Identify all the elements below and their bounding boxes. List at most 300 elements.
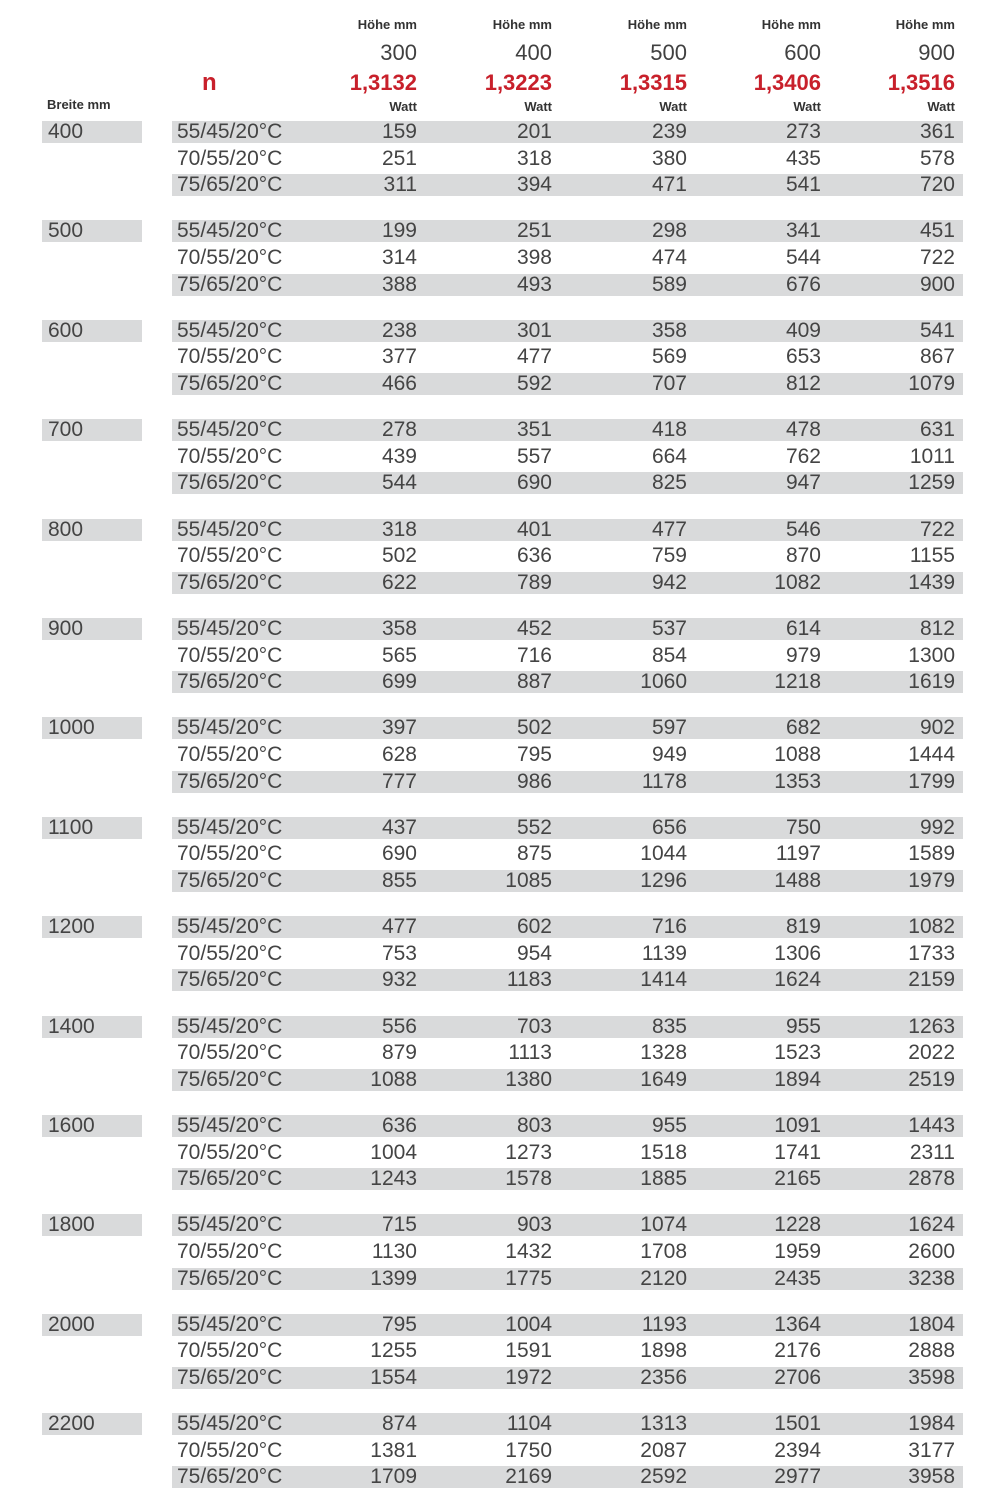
watt-value: 1898 <box>640 1339 687 1362</box>
watt-value: 1624 <box>774 968 821 991</box>
watt-value: 614 <box>785 617 821 640</box>
watt-value: 1313 <box>640 1412 687 1435</box>
watt-value: 682 <box>785 716 821 739</box>
breite-value: 1400 <box>48 1015 95 1038</box>
breite-value: 600 <box>48 319 84 342</box>
watt-value: 502 <box>516 716 552 739</box>
watt-value: 1414 <box>640 968 687 991</box>
temperature-condition: 70/55/20°C <box>177 842 283 865</box>
watt-value: 238 <box>381 319 417 342</box>
breite-value: 400 <box>48 120 84 143</box>
watt-value: 777 <box>381 770 417 793</box>
breite-value: 2000 <box>48 1313 95 1336</box>
breite-mm-label: Breite mm <box>47 97 111 112</box>
watt-value: 992 <box>919 816 955 839</box>
table-row <box>0 968 1005 992</box>
column-height-value: 600 <box>784 40 821 65</box>
temperature-condition: 70/55/20°C <box>177 942 283 965</box>
watt-value: 1113 <box>508 1041 552 1064</box>
watt-value: 2600 <box>908 1240 955 1263</box>
watt-value: 656 <box>651 816 687 839</box>
watt-value: 979 <box>785 644 821 667</box>
watt-value: 397 <box>381 716 417 739</box>
watt-value: 602 <box>516 915 552 938</box>
watt-value: 3238 <box>908 1267 955 1290</box>
watt-value: 451 <box>919 219 955 242</box>
watt-value: 2165 <box>774 1167 821 1190</box>
watt-value: 986 <box>516 770 552 793</box>
watt-value: 273 <box>785 120 821 143</box>
column-n-exponent: 1,3406 <box>753 70 821 95</box>
temperature-condition: 75/65/20°C <box>177 571 283 594</box>
table-row <box>0 670 1005 694</box>
watt-value: 278 <box>381 418 417 441</box>
column-n-exponent: 1,3223 <box>484 70 552 95</box>
watt-value: 1443 <box>908 1114 955 1137</box>
temperature-condition: 75/65/20°C <box>177 770 283 793</box>
watt-value: 902 <box>919 716 955 739</box>
watt-value: 1300 <box>908 644 955 667</box>
watt-value: 1088 <box>370 1068 417 1091</box>
watt-value: 1296 <box>640 869 687 892</box>
watt-value: 159 <box>381 120 417 143</box>
watt-value: 546 <box>785 518 821 541</box>
temperature-condition: 55/45/20°C <box>177 1213 283 1236</box>
watt-value: 1578 <box>505 1167 552 1190</box>
table-row <box>0 770 1005 794</box>
watt-value: 1082 <box>774 571 821 594</box>
watt-value: 380 <box>651 147 687 170</box>
watt-value: 1804 <box>908 1313 955 1336</box>
table-row <box>0 418 1005 442</box>
watt-value: 502 <box>381 544 417 567</box>
watt-value: 1178 <box>641 770 687 793</box>
watt-value: 716 <box>651 915 687 938</box>
temperature-condition: 55/45/20°C <box>177 1313 283 1336</box>
temperature-condition: 75/65/20°C <box>177 670 283 693</box>
table-row <box>0 716 1005 740</box>
column-n-exponent: 1,3516 <box>887 70 955 95</box>
watt-value: 251 <box>381 147 417 170</box>
table-row <box>0 1339 1005 1363</box>
watt-value: 589 <box>651 273 687 296</box>
watt-value: 1979 <box>908 869 955 892</box>
watt-value: 2087 <box>640 1439 687 1462</box>
breite-value: 1000 <box>48 716 95 739</box>
watt-value: 2169 <box>505 1465 552 1488</box>
watt-value: 1364 <box>774 1313 821 1336</box>
watt-value: 2022 <box>908 1041 955 1064</box>
watt-value: 311 <box>383 173 417 196</box>
breite-value: 500 <box>48 219 84 242</box>
watt-value: 1255 <box>370 1339 417 1362</box>
table-row <box>0 1313 1005 1337</box>
temperature-condition: 70/55/20°C <box>177 1141 283 1164</box>
watt-value: 854 <box>651 644 687 667</box>
watt-value: 318 <box>516 147 552 170</box>
watt-value: 870 <box>785 544 821 567</box>
watt-value: 1060 <box>640 670 687 693</box>
temperature-condition: 70/55/20°C <box>177 147 283 170</box>
watt-value: 251 <box>516 219 552 242</box>
watt-value: 1091 <box>774 1114 821 1137</box>
watt-value: 1079 <box>908 372 955 395</box>
column-hoehe-label: Höhe mm <box>895 17 955 32</box>
table-row <box>0 942 1005 966</box>
temperature-condition: 55/45/20°C <box>177 518 283 541</box>
watt-value: 377 <box>381 345 417 368</box>
column-watt-label: Watt <box>389 99 417 114</box>
watt-value: 1399 <box>370 1267 417 1290</box>
watt-value: 1183 <box>506 968 552 991</box>
watt-value: 201 <box>516 120 552 143</box>
watt-value: 676 <box>785 273 821 296</box>
temperature-condition: 55/45/20°C <box>177 1412 283 1435</box>
column-hoehe-label: Höhe mm <box>357 17 417 32</box>
table-row <box>0 1015 1005 1039</box>
temperature-condition: 55/45/20°C <box>177 716 283 739</box>
watt-value: 552 <box>516 816 552 839</box>
temperature-condition: 70/55/20°C <box>177 544 283 567</box>
watt-value: 452 <box>516 617 552 640</box>
watt-value: 707 <box>651 372 687 395</box>
watt-value: 1972 <box>505 1366 552 1389</box>
column-height-value: 300 <box>380 40 417 65</box>
watt-value: 537 <box>651 617 687 640</box>
table-row <box>0 372 1005 396</box>
temperature-condition: 75/65/20°C <box>177 1465 283 1488</box>
watt-value: 474 <box>651 246 687 269</box>
watt-value: 631 <box>919 418 955 441</box>
column-hoehe-label: Höhe mm <box>761 17 821 32</box>
watt-value: 875 <box>516 842 552 865</box>
temperature-condition: 75/65/20°C <box>177 1267 283 1290</box>
watt-value: 1044 <box>640 842 687 865</box>
watt-value: 1959 <box>774 1240 821 1263</box>
watt-value: 699 <box>381 670 417 693</box>
table-row <box>0 445 1005 469</box>
watt-value: 1259 <box>908 471 955 494</box>
watt-value: 199 <box>381 219 417 242</box>
watt-value: 1799 <box>908 770 955 793</box>
watt-value: 418 <box>651 418 687 441</box>
watt-value: 819 <box>785 915 821 938</box>
temperature-condition: 55/45/20°C <box>177 120 283 143</box>
column-height-value: 900 <box>918 40 955 65</box>
watt-value: 1649 <box>640 1068 687 1091</box>
watt-value: 1733 <box>908 942 955 965</box>
watt-value: 1328 <box>640 1041 687 1064</box>
watt-value: 900 <box>919 273 955 296</box>
table-row <box>0 1240 1005 1264</box>
watt-value: 622 <box>381 571 417 594</box>
watt-value: 2159 <box>908 968 955 991</box>
column-n-exponent: 1,3132 <box>349 70 417 95</box>
watt-value: 690 <box>516 471 552 494</box>
watt-value: 597 <box>651 716 687 739</box>
watt-value: 1501 <box>774 1412 821 1435</box>
watt-value: 874 <box>381 1412 417 1435</box>
watt-value: 1139 <box>641 942 687 965</box>
watt-value: 401 <box>516 518 552 541</box>
watt-value: 477 <box>381 915 417 938</box>
watt-value: 2435 <box>774 1267 821 1290</box>
watt-value: 1085 <box>505 869 552 892</box>
watt-value: 855 <box>381 869 417 892</box>
watt-value: 2878 <box>908 1167 955 1190</box>
watt-value: 1218 <box>774 670 821 693</box>
temperature-condition: 70/55/20°C <box>177 1240 283 1263</box>
table-row <box>0 147 1005 171</box>
temperature-condition: 70/55/20°C <box>177 743 283 766</box>
table-row <box>0 471 1005 495</box>
column-hoehe-label: Höhe mm <box>627 17 687 32</box>
watt-value: 795 <box>381 1313 417 1336</box>
breite-value: 1800 <box>48 1213 95 1236</box>
watt-value: 903 <box>516 1213 552 1236</box>
temperature-condition: 70/55/20°C <box>177 1339 283 1362</box>
watt-value: 720 <box>919 173 955 196</box>
watt-value: 789 <box>516 571 552 594</box>
watt-value: 1381 <box>370 1439 417 1462</box>
watt-value: 1444 <box>908 743 955 766</box>
watt-value: 867 <box>919 345 955 368</box>
watt-value: 478 <box>785 418 821 441</box>
table-row <box>0 273 1005 297</box>
watt-value: 477 <box>516 345 552 368</box>
temperature-condition: 75/65/20°C <box>177 1068 283 1091</box>
watt-value: 3598 <box>908 1366 955 1389</box>
watt-value: 2120 <box>640 1267 687 1290</box>
temperature-condition: 75/65/20°C <box>177 471 283 494</box>
watt-value: 3958 <box>908 1465 955 1488</box>
temperature-condition: 70/55/20°C <box>177 1041 283 1064</box>
watt-value: 825 <box>651 471 687 494</box>
watt-value: 722 <box>919 518 955 541</box>
watt-value: 664 <box>651 445 687 468</box>
temperature-condition: 75/65/20°C <box>177 1167 283 1190</box>
table-row <box>0 518 1005 542</box>
watt-value: 466 <box>381 372 417 395</box>
watt-value: 409 <box>785 319 821 342</box>
watt-value: 949 <box>651 743 687 766</box>
breite-value: 2200 <box>48 1412 95 1435</box>
watt-value: 795 <box>516 743 552 766</box>
breite-value: 900 <box>48 617 84 640</box>
watt-value: 2176 <box>774 1339 821 1362</box>
temperature-condition: 70/55/20°C <box>177 644 283 667</box>
column-height-value: 400 <box>515 40 552 65</box>
watt-value: 341 <box>785 219 821 242</box>
watt-value: 239 <box>651 120 687 143</box>
column-watt-label: Watt <box>659 99 687 114</box>
watt-value: 565 <box>381 644 417 667</box>
table-row <box>0 1366 1005 1390</box>
watt-value: 1011 <box>909 445 955 468</box>
table-row <box>0 1141 1005 1165</box>
table-row <box>0 1213 1005 1237</box>
watt-value: 703 <box>516 1015 552 1038</box>
watt-value: 1518 <box>640 1141 687 1164</box>
watt-value: 653 <box>785 345 821 368</box>
watt-value: 1074 <box>640 1213 687 1236</box>
watt-value: 2394 <box>774 1439 821 1462</box>
watt-value: 955 <box>651 1114 687 1137</box>
column-watt-label: Watt <box>524 99 552 114</box>
column-n-exponent: 1,3315 <box>619 70 687 95</box>
watt-value: 942 <box>651 571 687 594</box>
watt-value: 954 <box>516 942 552 965</box>
temperature-condition: 75/65/20°C <box>177 372 283 395</box>
watt-value: 477 <box>651 518 687 541</box>
table-row <box>0 1167 1005 1191</box>
watt-value: 437 <box>381 816 417 839</box>
watt-value: 932 <box>381 968 417 991</box>
table-row <box>0 1041 1005 1065</box>
watt-value: 1885 <box>640 1167 687 1190</box>
watt-value: 1708 <box>640 1240 687 1263</box>
temperature-condition: 70/55/20°C <box>177 345 283 368</box>
table-row <box>0 571 1005 595</box>
table-row <box>0 173 1005 197</box>
watt-value: 541 <box>785 173 821 196</box>
temperature-condition: 55/45/20°C <box>177 418 283 441</box>
watt-value: 2977 <box>774 1465 821 1488</box>
watt-value: 636 <box>516 544 552 567</box>
watt-value: 3177 <box>908 1439 955 1462</box>
watt-value: 1088 <box>774 743 821 766</box>
watt-value: 1624 <box>908 1213 955 1236</box>
table-row <box>0 345 1005 369</box>
breite-value: 1200 <box>48 915 95 938</box>
column-hoehe-label: Höhe mm <box>492 17 552 32</box>
watt-value: 439 <box>381 445 417 468</box>
watt-value: 578 <box>919 147 955 170</box>
watt-value: 759 <box>651 544 687 567</box>
watt-value: 358 <box>651 319 687 342</box>
watt-value: 1432 <box>505 1240 552 1263</box>
watt-value: 1750 <box>505 1439 552 1462</box>
table-row <box>0 1068 1005 1092</box>
watt-value: 1155 <box>909 544 955 567</box>
table-row <box>0 842 1005 866</box>
watt-value: 1554 <box>370 1366 417 1389</box>
temperature-condition: 55/45/20°C <box>177 1015 283 1038</box>
table-row <box>0 644 1005 668</box>
column-height-value: 500 <box>650 40 687 65</box>
watt-value: 1894 <box>774 1068 821 1091</box>
watt-value: 298 <box>651 219 687 242</box>
temperature-condition: 70/55/20°C <box>177 246 283 269</box>
temperature-condition: 55/45/20°C <box>177 816 283 839</box>
n-exponent-label: n <box>202 69 217 96</box>
watt-value: 1775 <box>505 1267 552 1290</box>
watt-value: 1984 <box>908 1412 955 1435</box>
watt-value: 1741 <box>774 1141 821 1164</box>
watt-value: 1243 <box>370 1167 417 1190</box>
watt-value: 947 <box>785 471 821 494</box>
temperature-condition: 75/65/20°C <box>177 1366 283 1389</box>
temperature-condition: 55/45/20°C <box>177 219 283 242</box>
temperature-condition: 55/45/20°C <box>177 915 283 938</box>
table-row <box>0 219 1005 243</box>
watt-value: 1263 <box>908 1015 955 1038</box>
watt-value: 750 <box>785 816 821 839</box>
table-row <box>0 869 1005 893</box>
watt-value: 1004 <box>370 1141 417 1164</box>
watt-value: 835 <box>651 1015 687 1038</box>
temperature-condition: 75/65/20°C <box>177 869 283 892</box>
watt-value: 388 <box>381 273 417 296</box>
watt-value: 1619 <box>908 670 955 693</box>
watt-value: 1589 <box>908 842 955 865</box>
watt-value: 2592 <box>640 1465 687 1488</box>
watt-value: 753 <box>381 942 417 965</box>
column-watt-label: Watt <box>793 99 821 114</box>
watt-value: 2356 <box>640 1366 687 1389</box>
watt-value: 314 <box>381 246 417 269</box>
table-row <box>0 544 1005 568</box>
watt-value: 803 <box>516 1114 552 1137</box>
table-row <box>0 915 1005 939</box>
table-row <box>0 120 1005 144</box>
watt-value: 1082 <box>908 915 955 938</box>
breite-value: 800 <box>48 518 84 541</box>
watt-value: 636 <box>381 1114 417 1137</box>
temperature-condition: 55/45/20°C <box>177 1114 283 1137</box>
table-row <box>0 1412 1005 1436</box>
watt-value: 762 <box>785 445 821 468</box>
watt-value: 1273 <box>505 1141 552 1164</box>
watt-value: 887 <box>516 670 552 693</box>
watt-value: 1004 <box>505 1313 552 1336</box>
temperature-condition: 75/65/20°C <box>177 173 283 196</box>
watt-value: 394 <box>516 173 552 196</box>
table-row <box>0 1267 1005 1291</box>
watt-value: 879 <box>381 1041 417 1064</box>
temperature-condition: 75/65/20°C <box>177 273 283 296</box>
watt-value: 1130 <box>371 1240 417 1263</box>
watt-value: 1197 <box>775 842 821 865</box>
watt-value: 1591 <box>505 1339 552 1362</box>
watt-value: 2706 <box>774 1366 821 1389</box>
breite-value: 1100 <box>48 816 94 839</box>
breite-value: 1600 <box>48 1114 95 1137</box>
temperature-condition: 70/55/20°C <box>177 1439 283 1462</box>
table-row <box>0 246 1005 270</box>
table-row <box>0 1465 1005 1489</box>
watt-value: 544 <box>381 471 417 494</box>
watt-value: 722 <box>919 246 955 269</box>
watt-value: 435 <box>785 147 821 170</box>
watt-value: 557 <box>516 445 552 468</box>
watt-value: 1380 <box>505 1068 552 1091</box>
table-row <box>0 1114 1005 1138</box>
watt-value: 544 <box>785 246 821 269</box>
table-row <box>0 617 1005 641</box>
watt-value: 493 <box>516 273 552 296</box>
watt-value: 812 <box>919 617 955 640</box>
watt-value: 2519 <box>908 1068 955 1091</box>
watt-value: 812 <box>785 372 821 395</box>
watt-value: 1439 <box>908 571 955 594</box>
table-row <box>0 816 1005 840</box>
temperature-condition: 70/55/20°C <box>177 445 283 468</box>
watt-value: 1104 <box>506 1412 552 1435</box>
watt-value: 569 <box>651 345 687 368</box>
watt-value: 1709 <box>370 1465 417 1488</box>
watt-value: 955 <box>785 1015 821 1038</box>
